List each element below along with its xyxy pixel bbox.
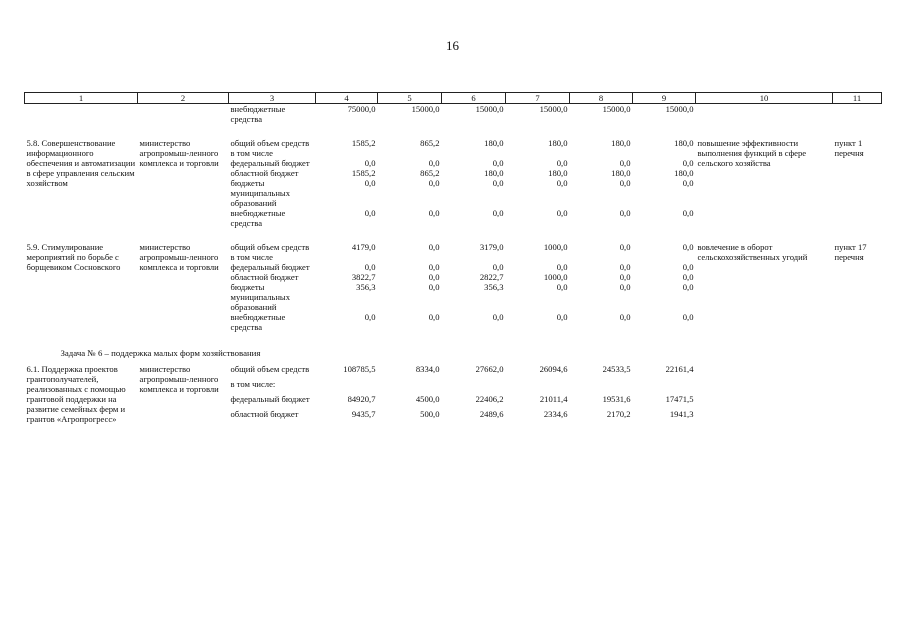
value-cell: 84920,7 [347,394,376,404]
value-cell: 0,0 [619,272,631,282]
value-cell [442,379,506,394]
header-col-9: 9 [633,93,696,104]
header-col-11: 11 [833,93,882,104]
value-cell: 22161,4 [665,364,694,374]
funding-source: бюджеты муниципальных образований [230,178,290,208]
value-cell: 15000,0 [539,104,568,114]
value-cell: 0,0 [619,208,631,218]
funding-source: общий объем средств [230,138,310,148]
header-col-3: 3 [229,93,316,104]
value-cell: 180,0 [548,168,568,178]
value-cell: 356,3 [484,282,504,292]
value-cell [316,148,378,158]
value-cell: 0,0 [619,312,631,322]
page-number: 16 [446,38,459,53]
value-cell: 0,0 [682,262,694,272]
value-cell: 75000,0 [347,104,376,114]
funding-source: областной бюджет [230,409,299,419]
value-cell [442,148,506,158]
value-cell: 1941,3 [669,409,694,419]
value-cell: 0,0 [682,158,694,168]
header-col-5: 5 [378,93,442,104]
funding-source: внебюджетные средства [230,208,286,228]
funding-source: в том числе: [230,379,276,389]
value-cell: 180,0 [611,168,631,178]
value-cell [378,379,442,394]
budget-table [24,92,882,424]
value-cell: 0,0 [556,178,568,188]
value-cell: 17471,5 [665,394,694,404]
value-cell: 180,0 [674,138,694,148]
value-cell: 15000,0 [665,104,694,114]
value-cell: 180,0 [548,138,568,148]
value-cell: 180,0 [674,168,694,178]
value-cell [633,379,696,394]
value-cell: 0,0 [428,312,440,322]
table-row [25,104,882,125]
list-reference [833,364,882,424]
value-cell: 2334,6 [543,409,568,419]
value-cell: 0,0 [556,262,568,272]
value-cell: 0,0 [682,208,694,218]
expected-result: повышение эффективности выполнения функций в сфере сельского хозяйства [697,138,807,168]
value-cell: 4500,0 [415,394,440,404]
value-cell [570,379,633,394]
value-cell: 0,0 [428,178,440,188]
value-cell: 21011,4 [539,394,568,404]
header-col-2: 2 [138,93,229,104]
funding-source: бюджеты муниципальных образований [230,282,290,312]
value-cell [570,148,633,158]
value-cell [506,379,570,394]
measure-name: 5.8. Совершенствование информационного обеспечения и автоматизации в сфере управления сельским хозяйством [26,138,136,188]
value-cell: 0,0 [619,158,631,168]
value-cell: 2822,7 [479,272,504,282]
measure-name: 6.1. Поддержка проектов грантополучателей, реализованных с помощью грантовой поддержки на развитие семейных ферм и грантов «Агропрогресс» [26,364,126,424]
value-cell: 26094,6 [539,364,568,374]
value-cell: 22406,2 [475,394,504,404]
value-cell: 2489,6 [479,409,504,419]
value-cell: 0,0 [364,262,376,272]
value-cell: 180,0 [484,168,504,178]
value-cell [506,148,570,158]
value-cell: 180,0 [611,138,631,148]
value-cell: 108785,5 [343,364,376,374]
funding-source: внебюджетные средства [230,104,286,124]
value-cell: 2170,2 [606,409,631,419]
value-cell: 19531,6 [602,394,631,404]
table-row [25,364,882,379]
table-row [25,138,882,148]
funding-source: федеральный бюджет [230,394,310,404]
value-cell: 0,0 [364,312,376,322]
value-cell: 1585,2 [351,168,376,178]
value-cell: 0,0 [492,158,504,168]
funding-source: общий объем средств [230,364,310,374]
value-cell [506,252,570,262]
list-reference: пункт 1 перечня [834,138,864,158]
value-cell: 0,0 [492,208,504,218]
table-row [25,242,882,252]
task-title: Задача № 6 – поддержка малых форм хозяйствования [60,348,261,358]
value-cell: 0,0 [428,158,440,168]
value-cell: 0,0 [428,208,440,218]
value-cell: 0,0 [556,208,568,218]
funding-source: общий объем средств [230,242,310,252]
value-cell: 0,0 [428,242,440,252]
value-cell: 0,0 [619,178,631,188]
header-col-7: 7 [506,93,570,104]
value-cell: 0,0 [556,312,568,322]
value-cell: 15000,0 [411,104,440,114]
value-cell: 0,0 [556,158,568,168]
header-col-6: 6 [442,93,506,104]
funding-source: внебюджетные средства [230,312,286,332]
value-cell: 4179,0 [351,242,376,252]
value-cell: 356,3 [356,282,376,292]
value-cell [633,252,696,262]
value-cell: 0,0 [428,282,440,292]
value-cell: 0,0 [682,242,694,252]
value-cell [570,252,633,262]
measure-name: 5.9. Стимулирование мероприятий по борьбе с борщевиком Сосновского [26,242,121,272]
value-cell: 0,0 [682,312,694,322]
funding-source: в том числе [230,148,273,158]
value-cell: 24533,5 [602,364,631,374]
value-cell: 3179,0 [479,242,504,252]
value-cell [442,252,506,262]
value-cell: 0,0 [682,178,694,188]
header-col-10: 10 [696,93,833,104]
value-cell: 0,0 [492,312,504,322]
value-cell: 3822,7 [351,272,376,282]
value-cell: 500,0 [420,409,440,419]
expected-result [696,364,833,424]
header-col-1: 1 [25,93,138,104]
value-cell: 8334,0 [415,364,440,374]
task-heading-row [25,346,882,364]
value-cell: 0,0 [428,262,440,272]
funding-source: областной бюджет [230,272,299,282]
value-cell [633,148,696,158]
value-cell [378,148,442,158]
responsible-executor: министерство агропромыш-ленного комплекса и торговли [139,364,219,394]
expected-result: вовлечение в оборот сельскохозяйственных угодий [697,242,808,262]
value-cell: 15000,0 [602,104,631,114]
value-cell [316,379,378,394]
value-cell: 0,0 [619,282,631,292]
value-cell: 0,0 [364,178,376,188]
value-cell: 1000,0 [543,242,568,252]
value-cell: 1585,2 [351,138,376,148]
value-cell [378,252,442,262]
value-cell: 0,0 [364,158,376,168]
value-cell: 0,0 [682,282,694,292]
list-reference: пункт 17 перечня [834,242,867,262]
value-cell: 0,0 [682,272,694,282]
funding-source: федеральный бюджет [230,262,310,272]
header-col-4: 4 [316,93,378,104]
responsible-executor: министерство агропромыш-ленного комплекса и торговли [139,138,219,168]
value-cell: 0,0 [556,282,568,292]
funding-source: областной бюджет [230,168,299,178]
value-cell: 9435,7 [351,409,376,419]
value-cell: 0,0 [492,262,504,272]
value-cell: 865,2 [420,138,440,148]
funding-source: федеральный бюджет [230,158,310,168]
value-cell: 27662,0 [475,364,504,374]
responsible-executor: министерство агропромыш-ленного комплекса и торговли [139,242,219,272]
value-cell: 15000,0 [475,104,504,114]
funding-source: в том числе [230,252,273,262]
value-cell: 1000,0 [543,272,568,282]
value-cell: 0,0 [619,242,631,252]
value-cell [316,252,378,262]
value-cell: 0,0 [492,178,504,188]
header-col-8: 8 [570,93,633,104]
header-row [25,93,882,104]
value-cell: 180,0 [484,138,504,148]
value-cell: 0,0 [619,262,631,272]
value-cell: 0,0 [428,272,440,282]
value-cell: 0,0 [364,208,376,218]
value-cell: 865,2 [420,168,440,178]
